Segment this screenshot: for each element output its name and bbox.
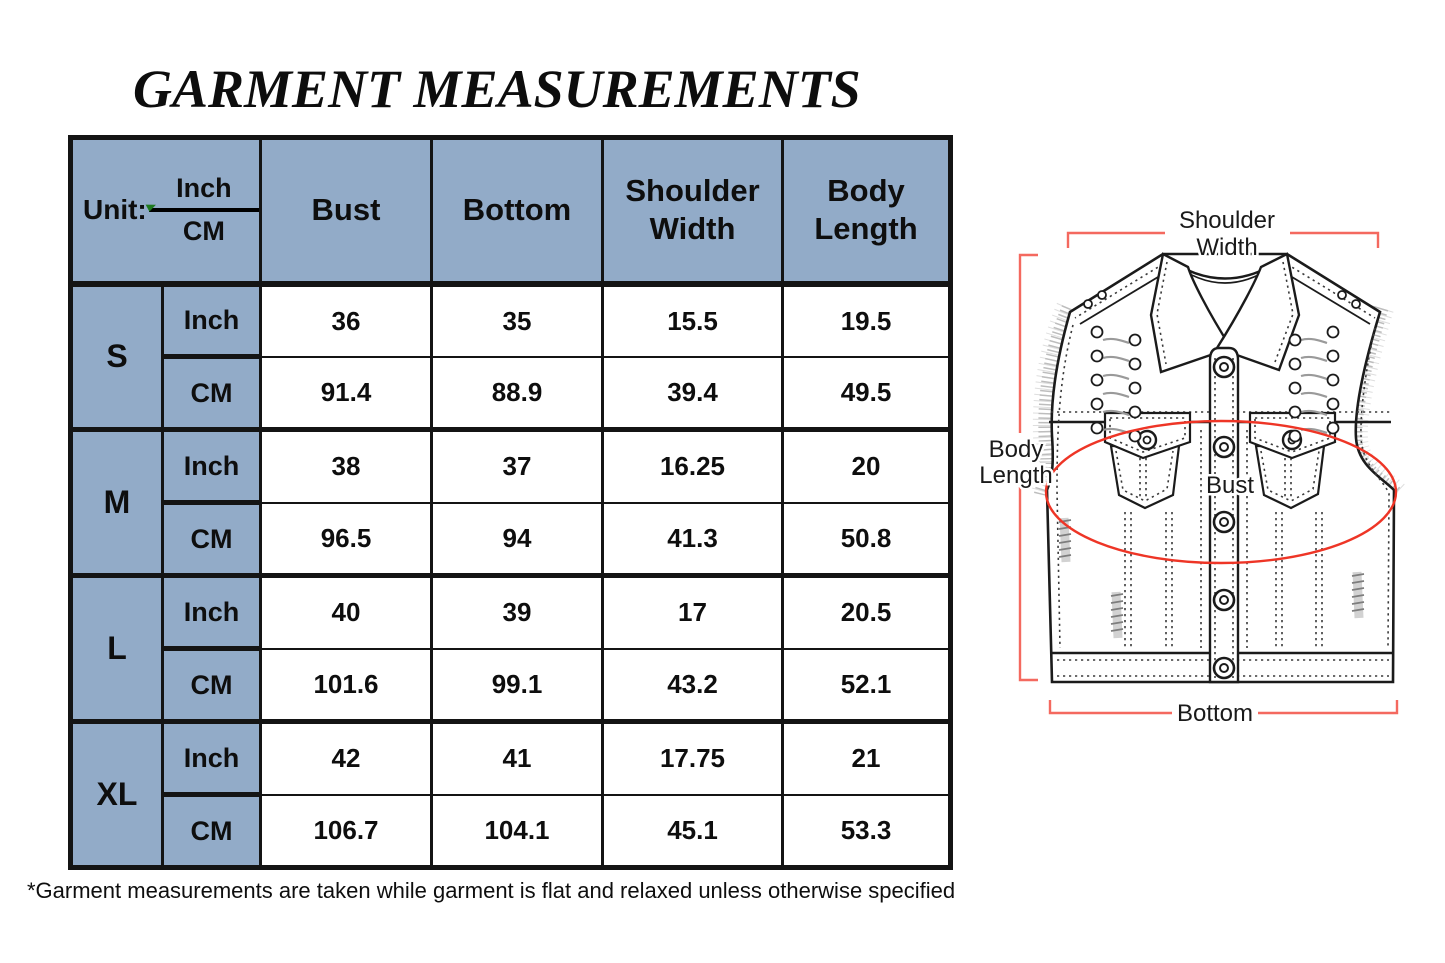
size-cell: L xyxy=(71,576,163,722)
vest-measurement-diagram xyxy=(979,190,1445,740)
value-cell: 106.7 xyxy=(261,795,432,868)
column-header-bottom: Bottom xyxy=(432,138,603,284)
value-cell: 40 xyxy=(261,576,432,649)
row-xl-inch xyxy=(71,722,951,795)
size-chart-table xyxy=(68,135,953,870)
page-title: GARMENT MEASUREMENTS xyxy=(133,59,861,119)
row-l-inch xyxy=(71,576,951,649)
unit-inch-label: Inch xyxy=(149,173,259,212)
value-cell: 50.8 xyxy=(783,503,951,576)
unit-wrap xyxy=(73,173,259,247)
body-length-label-line1: Body xyxy=(988,436,1044,463)
value-cell: 39 xyxy=(432,576,603,649)
value-cell: 104.1 xyxy=(432,795,603,868)
value-cell: 20 xyxy=(783,430,951,503)
value-cell: 41 xyxy=(432,722,603,795)
header-row xyxy=(71,138,951,284)
value-cell: 35 xyxy=(432,284,603,357)
value-cell: 101.6 xyxy=(261,649,432,722)
column-header-shoulder-width: Shoulder Width xyxy=(603,138,783,284)
shoulder-width-label-line2: Width xyxy=(1196,234,1258,261)
value-cell: 20.5 xyxy=(783,576,951,649)
value-cell: 52.1 xyxy=(783,649,951,722)
value-cell: 21 xyxy=(783,722,951,795)
value-cell: 36 xyxy=(261,284,432,357)
value-cell: 99.1 xyxy=(432,649,603,722)
size-cell: S xyxy=(71,284,163,430)
shoulder-width-label-line1: Shoulder xyxy=(1178,207,1276,234)
value-cell: 37 xyxy=(432,430,603,503)
value-cell: 39.4 xyxy=(603,357,783,430)
row-xl-cm xyxy=(71,795,951,868)
value-cell: 41.3 xyxy=(603,503,783,576)
row-s-cm xyxy=(71,357,951,430)
body-length-label-line2: Length xyxy=(979,462,1053,489)
value-cell: 88.9 xyxy=(432,357,603,430)
value-cell: 17 xyxy=(603,576,783,649)
value-cell: 38 xyxy=(261,430,432,503)
row-m-cm xyxy=(71,503,951,576)
column-header-body-length: Body Length xyxy=(783,138,951,284)
column-header-bust: Bust xyxy=(261,138,432,284)
unit-fraction xyxy=(149,173,259,247)
unit-sub-cell: CM xyxy=(163,795,261,868)
size-cell: M xyxy=(71,430,163,576)
unit-sub-cell: Inch xyxy=(163,576,261,649)
unit-sub-cell: CM xyxy=(163,649,261,722)
row-l-cm xyxy=(71,649,951,722)
unit-sub-cell: Inch xyxy=(163,722,261,795)
value-cell: 42 xyxy=(261,722,432,795)
value-cell: 17.75 xyxy=(603,722,783,795)
value-cell: 96.5 xyxy=(261,503,432,576)
unit-sub-cell: Inch xyxy=(163,284,261,357)
unit-header-cell xyxy=(71,138,261,284)
value-cell: 49.5 xyxy=(783,357,951,430)
value-cell: 94 xyxy=(432,503,603,576)
size-cell: XL xyxy=(71,722,163,868)
bottom-label: Bottom xyxy=(1176,700,1254,727)
unit-label: Unit: xyxy=(83,194,147,226)
value-cell: 45.1 xyxy=(603,795,783,868)
value-cell: 53.3 xyxy=(783,795,951,868)
value-cell: 19.5 xyxy=(783,284,951,357)
value-cell: 16.25 xyxy=(603,430,783,503)
row-s-inch xyxy=(71,284,951,357)
unit-cm-label: CM xyxy=(182,216,225,247)
value-cell: 91.4 xyxy=(261,357,432,430)
value-cell: 43.2 xyxy=(603,649,783,722)
unit-sub-cell: CM xyxy=(163,357,261,430)
row-m-inch xyxy=(71,430,951,503)
unit-sub-cell: CM xyxy=(163,503,261,576)
bust-label: Bust xyxy=(1205,472,1255,499)
footnote-text: *Garment measurements are taken while garment is flat and relaxed unless otherwise specified xyxy=(27,878,956,903)
unit-sub-cell: Inch xyxy=(163,430,261,503)
value-cell: 15.5 xyxy=(603,284,783,357)
